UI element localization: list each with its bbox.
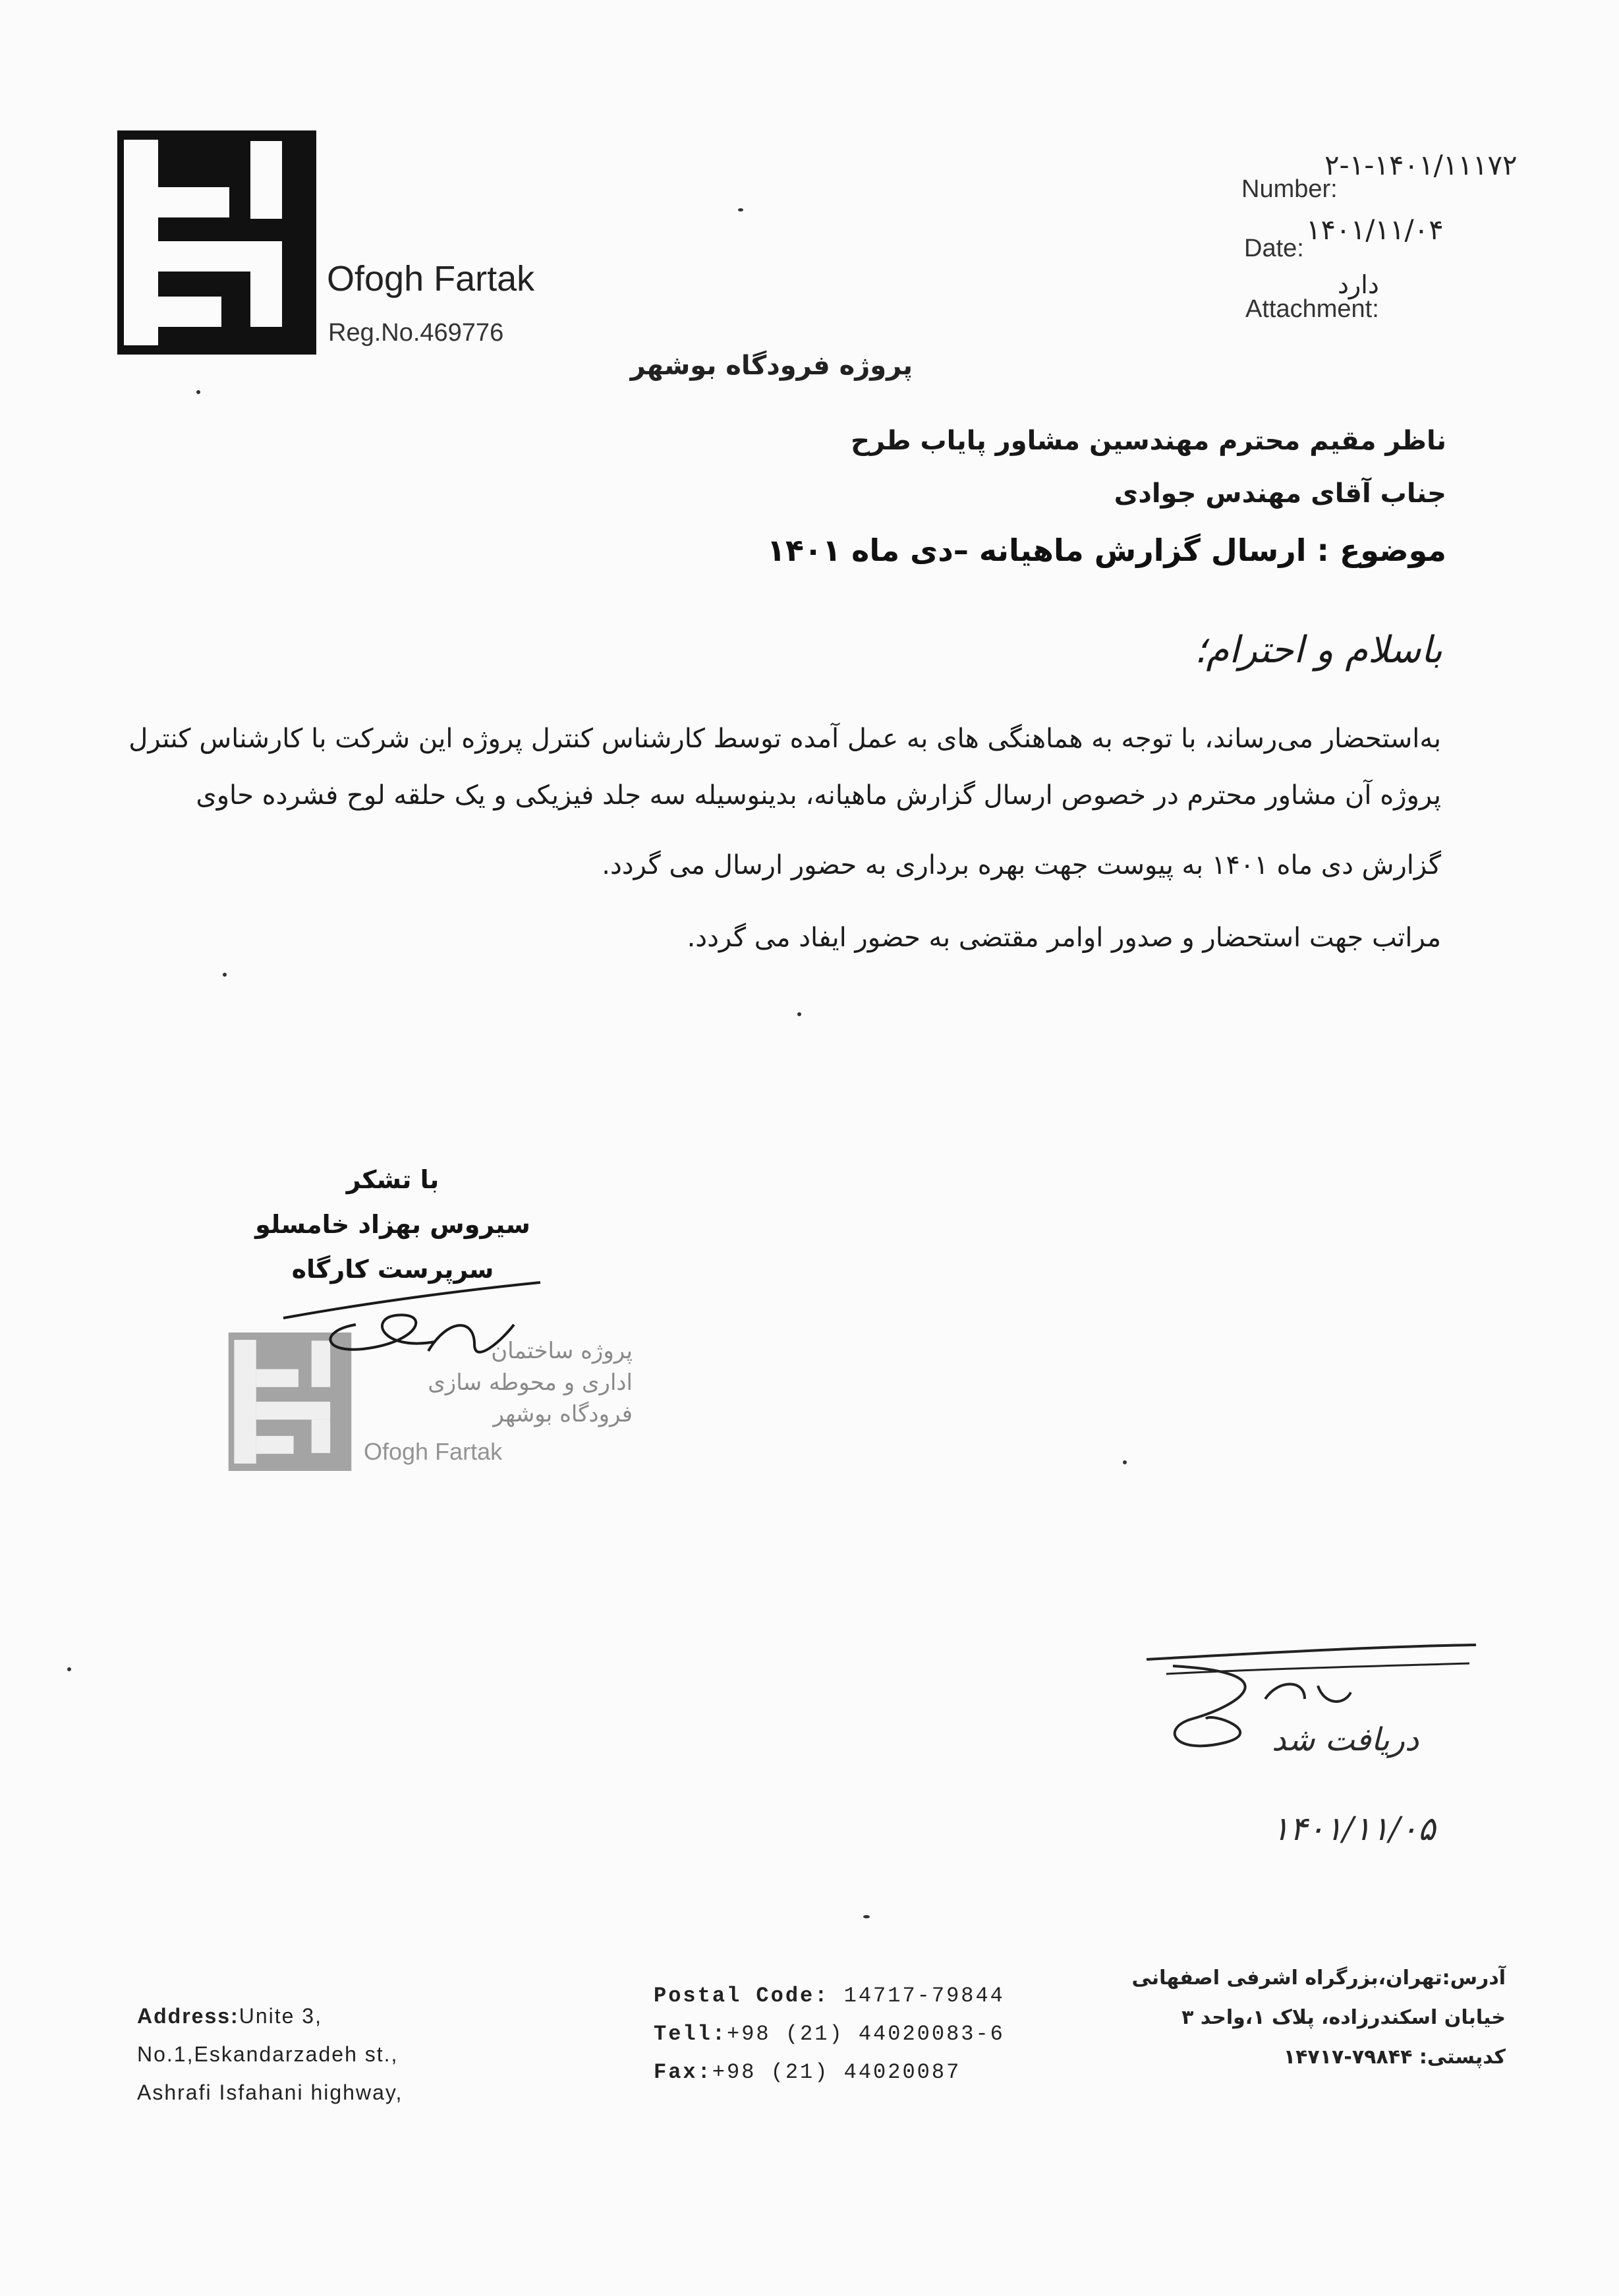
address-line: کدپستی: ۷۹۸۴۴-۱۴۷۱۷ xyxy=(1283,2046,1506,2069)
number-label: Number: xyxy=(1241,175,1338,203)
stamp-brand: Ofogh Fartak xyxy=(364,1438,503,1465)
tel-number: +98 (21) 44020083-6 xyxy=(727,2022,1005,2046)
stamp-text: فرودگاه بوشهر xyxy=(493,1401,633,1427)
scan-speck xyxy=(223,973,227,977)
receipt-date: ۱۴۰۱/۱۱/۰۵ xyxy=(1272,1810,1436,1848)
attachment-value: دارد xyxy=(1338,270,1379,299)
address-line: خیابان اسکندرزاده، پلاک ۱،واحد ۳ xyxy=(1181,2006,1506,2029)
postal-code-label: Postal Code: xyxy=(654,1984,830,2008)
address-line: آدرس:تهران،بزرگراه اشرفی اصفهانی xyxy=(1131,1966,1506,1990)
address-line: Unite 3, xyxy=(239,2004,322,2028)
body-line: مراتب جهت استحضار و صدور اوامر مقتضی به حضور ایفاد می گردد. xyxy=(687,923,1441,953)
company-logo xyxy=(117,130,316,355)
project-title: پروژه فرودگاه بوشهر xyxy=(630,351,913,381)
subject-line: موضوع : ارسال گزارش ماهیانه –دی ماه ۱۴۰۱ xyxy=(766,532,1446,568)
closing-text: با تشکر xyxy=(346,1165,440,1194)
postal-code: 14717-79844 xyxy=(843,1984,1005,2008)
scan-speck xyxy=(738,208,743,212)
scan-speck xyxy=(1123,1460,1127,1464)
fax-label: Fax: xyxy=(654,2060,712,2084)
addressee-line: ناظر مقیم محترم مهندسین مشاور پایاب طرح xyxy=(851,426,1446,456)
scan-speck xyxy=(863,1915,870,1918)
address-label: Address: xyxy=(137,2004,239,2028)
attachment-label: Attachment: xyxy=(1245,295,1379,323)
footer-persian-address xyxy=(1131,1959,1506,2077)
fax-number: +98 (21) 44020087 xyxy=(712,2060,961,2084)
body-line: به‌استحضار می‌رساند، با توجه به هماهنگی های به عمل آمده توسط کارشناس کنترل پروژه این شرکت با کارشناس کنترل xyxy=(128,724,1441,754)
addressee-line: جناب آقای مهندس جوادی xyxy=(1114,478,1446,509)
footer-contact xyxy=(654,1977,1005,2092)
scan-speck xyxy=(797,1012,801,1016)
handwritten-signature xyxy=(277,1278,554,1371)
registration-number: Reg.No.469776 xyxy=(328,319,504,347)
body-line: گزارش دی ماه ۱۴۰۱ به پیوست جهت بهره برداری به حضور ارسال می گردد. xyxy=(602,850,1441,880)
tel-label: Tell: xyxy=(654,2022,727,2046)
stamp-text: پروژه ساختمان xyxy=(491,1338,633,1364)
scan-speck xyxy=(67,1667,71,1671)
address-line: Ashrafi Isfahani highway, xyxy=(137,2081,403,2104)
letter-number: ۲-۱-۱۴۰۱/۱۱۱۷۲ xyxy=(1324,149,1518,181)
address-line: No.1,Eskandarzadeh st., xyxy=(137,2042,399,2066)
letter-date: ۱۴۰۱/۱۱/۰۴ xyxy=(1306,214,1444,246)
date-label: Date: xyxy=(1244,235,1304,262)
signatory-name: سیروس بهزاد خامسلو xyxy=(255,1210,530,1239)
stamp-text: اداری و محوطه سازی xyxy=(428,1369,633,1396)
scan-speck xyxy=(196,390,200,394)
footer-english-address xyxy=(137,1997,403,2111)
greeting: باسلام و احترام؛ xyxy=(1194,629,1442,672)
body-line: پروژه آن مشاور محترم در خصوص ارسال گزارش ماهیانه، بدینوسیله سه جلد فیزیکی و یک حلقه لوح فشرده حاوی xyxy=(196,780,1441,811)
signatory-title: سرپرست کارگاه xyxy=(291,1255,494,1284)
company-name: Ofogh Fartak xyxy=(327,259,535,299)
receipt-text: دریافت شد xyxy=(1272,1721,1419,1758)
